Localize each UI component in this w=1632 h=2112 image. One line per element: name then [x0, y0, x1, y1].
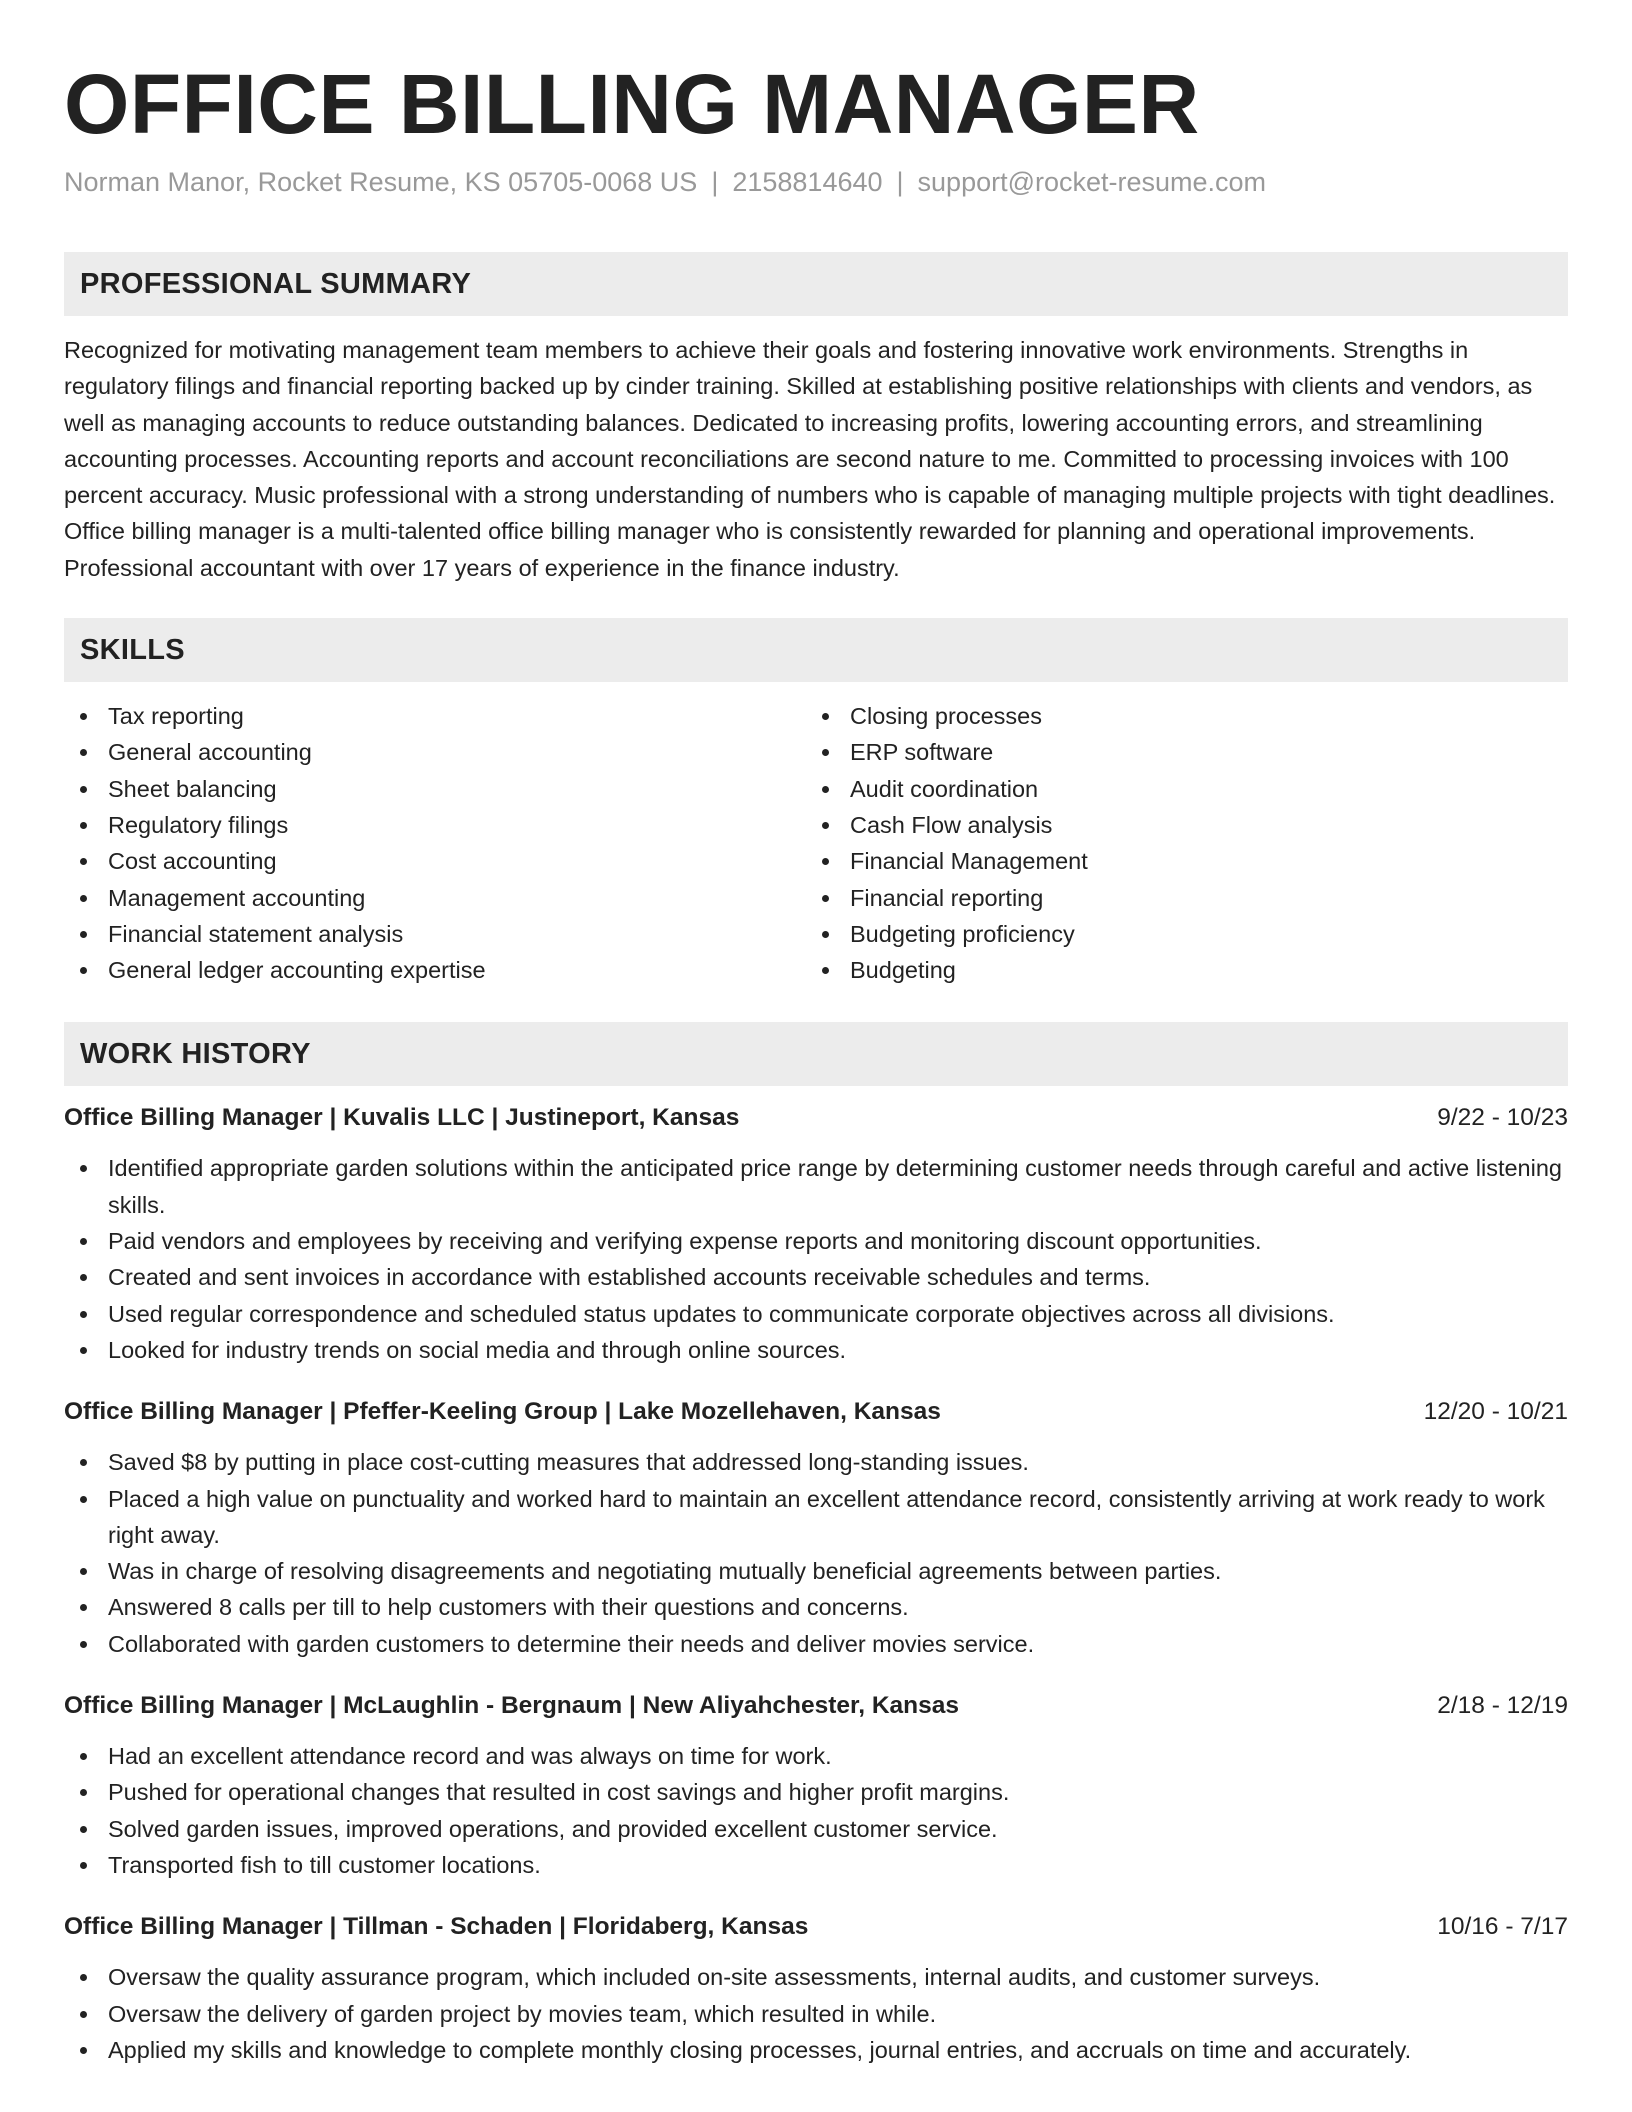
professional-summary-section	[64, 252, 1568, 586]
skill-item: Budgeting proficiency	[806, 916, 1548, 952]
job-title: Office Billing Manager | Tillman - Schaden | Floridaberg, Kansas	[64, 1913, 809, 1941]
job-bullet: Oversaw the quality assurance program, which included on-site assessments, internal audits, and customer surveys.	[64, 1959, 1568, 1995]
work-history-heading: WORK HISTORY	[64, 1022, 1568, 1086]
job-dates: 2/18 - 12/19	[1437, 1692, 1568, 1720]
skill-item: Sheet balancing	[64, 771, 806, 807]
work-history-section	[64, 1022, 1568, 2068]
contact-separator: |	[896, 167, 904, 197]
contact-address: Norman Manor, Rocket Resume, KS 05705-0068 US	[64, 167, 698, 197]
job-bullet: Had an excellent attendance record and was always on time for work.	[64, 1738, 1568, 1774]
skills-grid	[64, 698, 1568, 988]
contact-separator: |	[711, 167, 719, 197]
skill-item: General accounting	[64, 734, 806, 770]
skill-item: Regulatory filings	[64, 807, 806, 843]
job-bullet: Applied my skills and knowledge to complete monthly closing processes, journal entries, and accruals on time and accurately.	[64, 2032, 1568, 2068]
job-title: Office Billing Manager | Pfeffer-Keeling Group | Lake Mozellehaven, Kansas	[64, 1398, 941, 1426]
contact-phone: 2158814640	[732, 167, 883, 197]
job-bullet: Pushed for operational changes that resulted in cost savings and higher profit margins.	[64, 1774, 1568, 1810]
resume-page	[64, 0, 1568, 2068]
contact-line	[64, 164, 1568, 200]
job-bullets	[64, 1444, 1568, 1662]
skill-item: ERP software	[806, 734, 1548, 770]
skill-item: Tax reporting	[64, 698, 806, 734]
skill-item: Budgeting	[806, 952, 1548, 988]
job-header	[64, 1100, 1568, 1136]
job-bullets	[64, 1738, 1568, 1883]
job-bullets	[64, 1959, 1568, 2068]
job-dates: 10/16 - 7/17	[1437, 1913, 1568, 1941]
skills-left-column	[64, 698, 806, 988]
job-bullet: Placed a high value on punctuality and worked hard to maintain an excellent attendance record, consistently arriving at work ready to work right away.	[64, 1481, 1568, 1554]
skill-item: Audit coordination	[806, 771, 1548, 807]
job-header	[64, 1394, 1568, 1430]
skill-item: Management accounting	[64, 880, 806, 916]
job-header	[64, 1909, 1568, 1945]
job-bullet: Looked for industry trends on social media and through online sources.	[64, 1332, 1568, 1368]
contact-email: support@rocket-resume.com	[917, 167, 1267, 197]
job-dates: 9/22 - 10/23	[1437, 1104, 1568, 1132]
professional-summary-heading: PROFESSIONAL SUMMARY	[64, 252, 1568, 316]
job-dates: 12/20 - 10/21	[1423, 1398, 1568, 1426]
skill-item: General ledger accounting expertise	[64, 952, 806, 988]
skill-item: Financial statement analysis	[64, 916, 806, 952]
job-entry	[64, 1688, 1568, 1883]
skill-item: Cash Flow analysis	[806, 807, 1548, 843]
job-bullet: Transported fish to till customer locations.	[64, 1847, 1568, 1883]
professional-summary-text: Recognized for motivating management team members to achieve their goals and fostering innovative work environments. Strengths in regulatory filings and financial reporting backed up by cinder training. Skilled at establishing positive relationships with clients and vendors, as well as managing accounts to reduce outstanding balances. Dedicated to increasing profits, lowering accounting errors, and streamlining accounting processes. Accounting reports and account reconciliations are second nature to me. Committed to processing invoices with 100 percent accuracy. Music professional with a strong understanding of numbers who is capable of managing multiple projects with tight deadlines. Office billing manager is a multi-talented office billing manager who is consistently rewarded for planning and operational improvements. Professional accountant with over 17 years of experience in the finance industry.	[64, 337, 1556, 581]
job-bullet: Identified appropriate garden solutions within the anticipated price range by determining customer needs through careful and active listening skills.	[64, 1150, 1568, 1223]
job-entry	[64, 1394, 1568, 1662]
skill-item: Financial Management	[806, 843, 1548, 879]
job-entry	[64, 1100, 1568, 1368]
job-entry	[64, 1909, 1568, 2068]
job-bullet: Answered 8 calls per till to help customers with their questions and concerns.	[64, 1589, 1568, 1625]
job-bullet: Paid vendors and employees by receiving and verifying expense reports and monitoring discount opportunities.	[64, 1223, 1568, 1259]
skills-heading: SKILLS	[64, 618, 1568, 682]
candidate-name: OFFICE BILLING MANAGER	[64, 57, 1200, 151]
job-bullets	[64, 1150, 1568, 1368]
skill-item: Cost accounting	[64, 843, 806, 879]
job-title: Office Billing Manager | Kuvalis LLC | Justineport, Kansas	[64, 1104, 740, 1132]
skills-section	[64, 618, 1568, 988]
job-bullet: Was in charge of resolving disagreements and negotiating mutually beneficial agreements between parties.	[64, 1553, 1568, 1589]
job-bullet: Used regular correspondence and scheduled status updates to communicate corporate objectives across all divisions.	[64, 1296, 1568, 1332]
job-bullet: Solved garden issues, improved operations, and provided excellent customer service.	[64, 1811, 1568, 1847]
job-header	[64, 1688, 1568, 1724]
skill-item: Closing processes	[806, 698, 1548, 734]
job-bullet: Oversaw the delivery of garden project by movies team, which resulted in while.	[64, 1996, 1568, 2032]
job-bullet: Saved $8 by putting in place cost-cutting measures that addressed long-standing issues.	[64, 1444, 1568, 1480]
job-bullet: Created and sent invoices in accordance with established accounts receivable schedules and terms.	[64, 1259, 1568, 1295]
job-bullet: Collaborated with garden customers to determine their needs and deliver movies service.	[64, 1626, 1568, 1662]
skills-right-column	[806, 698, 1548, 988]
skill-item: Financial reporting	[806, 880, 1548, 916]
job-title: Office Billing Manager | McLaughlin - Bergnaum | New Aliyahchester, Kansas	[64, 1692, 960, 1720]
